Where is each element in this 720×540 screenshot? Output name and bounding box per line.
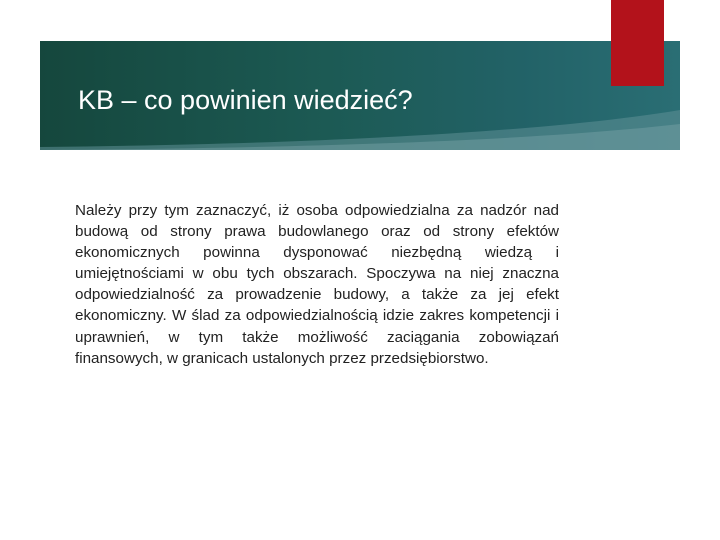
slide-title: KB – co powinien wiedzieć? bbox=[78, 85, 413, 115]
slide-body-text: Należy przy tym zaznaczyć, iż osoba odpowiedzialna za nadzór nad budową od strony prawa budowlanego oraz od strony efektów ekonomicznych powinna dysponować niezbędną wiedzą i umiejętnościami w obu tych obszarach. Spoczywa na niej znaczna odpowiedzialność za prowadzenie budowy, a także za jej efekt ekonomiczny. W ślad za odpowiedzialnością idzie zakres kompetencji i uprawnień, w tym także możliwość zaciągania zobowiązań finansowych, w granicach ustalonych przez przedsiębiorstwo. bbox=[75, 202, 559, 367]
accent-tab bbox=[611, 0, 664, 86]
